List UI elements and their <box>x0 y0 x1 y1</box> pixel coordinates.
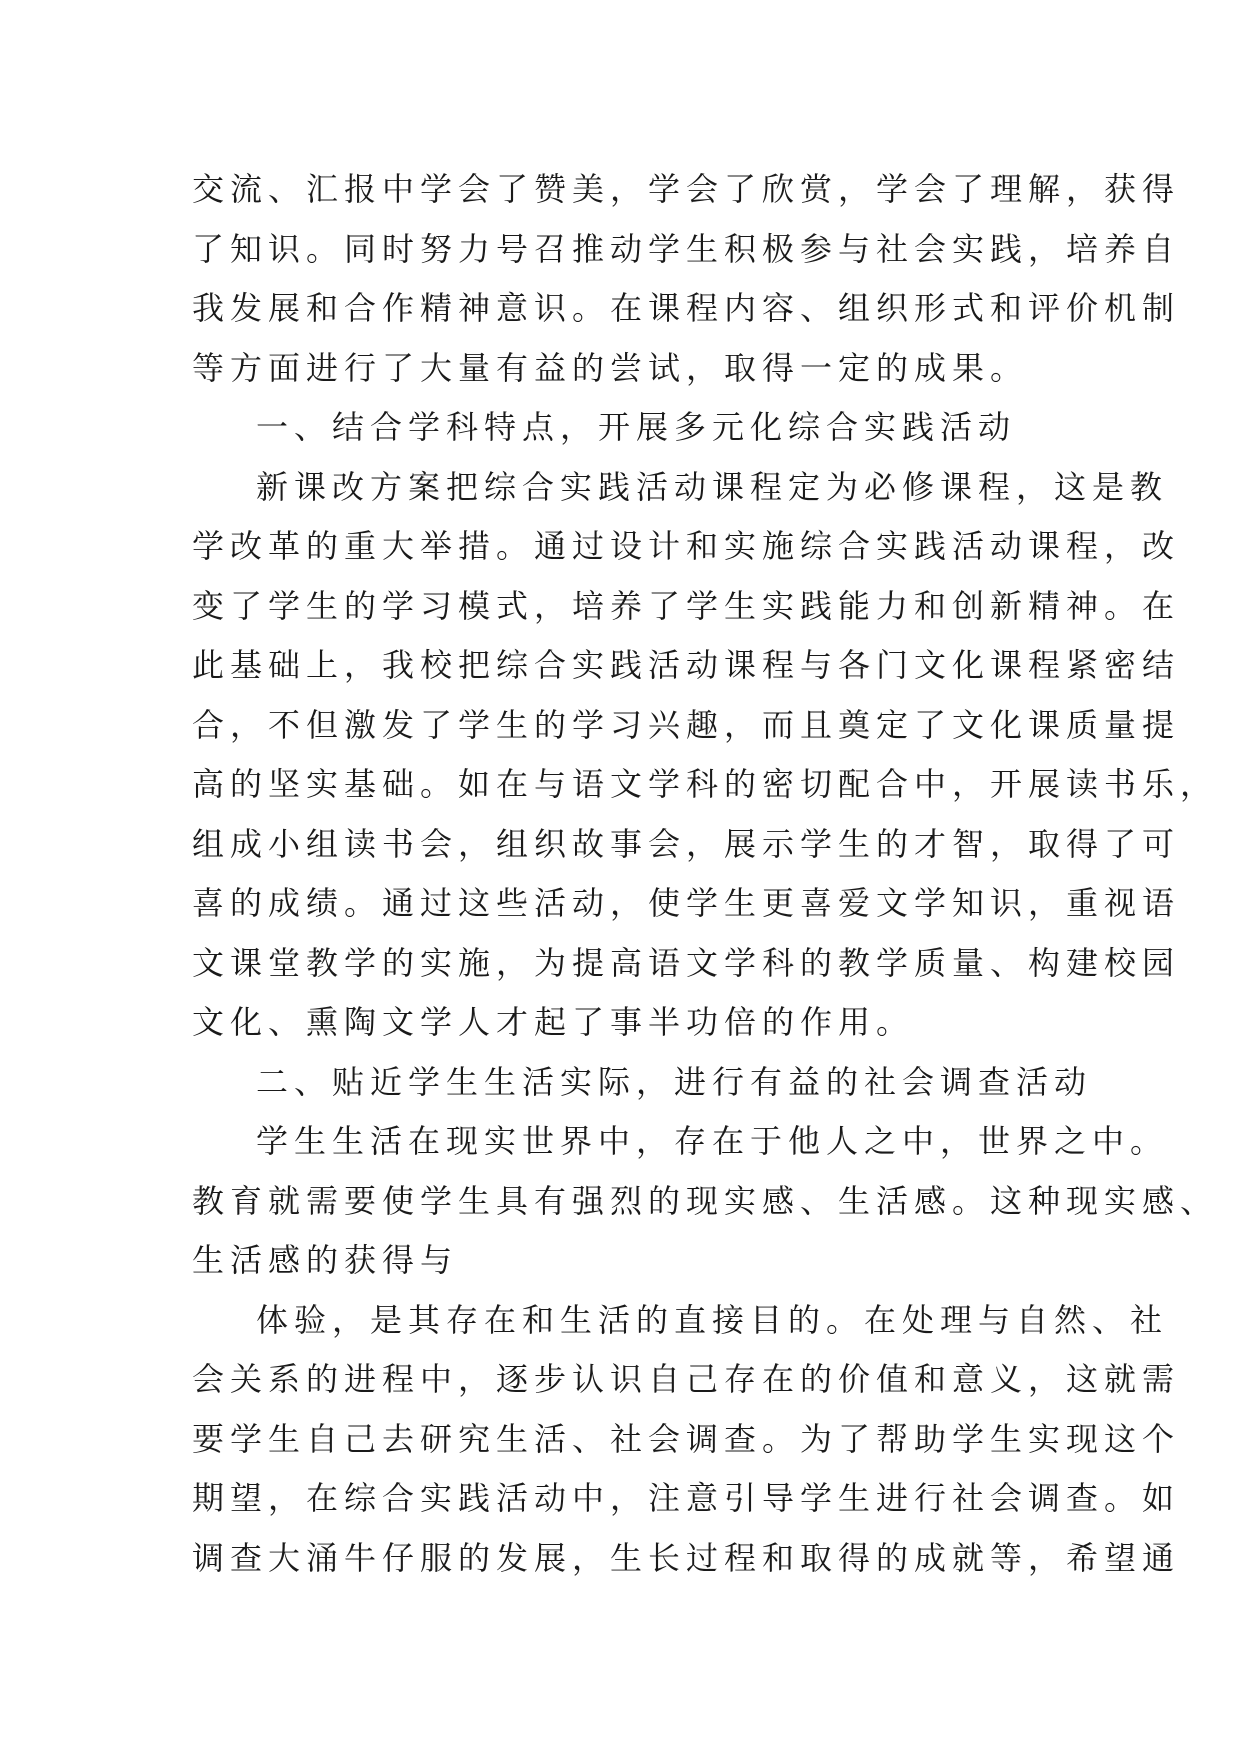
text-line: 高的坚实基础。如在与语文学科的密切配合中，开展读书乐， <box>192 765 1219 803</box>
text-line: 交流、汇报中学会了赞美，学会了欣赏，学会了理解，获得 <box>192 170 1181 208</box>
text-line: 组成小组读书会，组织故事会，展示学生的才智，取得了可 <box>192 824 1181 863</box>
text-line: 教育就需要使学生具有强烈的现实感、生活感。这种现实感、 <box>192 1181 1219 1220</box>
text-line: 文化、熏陶文学人才起了事半功倍的作用。 <box>192 1003 915 1041</box>
text-line: 学生生活在现实世界中，存在于他人之中，世界之中。 <box>256 1122 1169 1160</box>
text-line: 一、结合学科特点，开展多元化综合实践活动 <box>256 408 1017 446</box>
text-line: 变了学生的学习模式，培养了学生实践能力和创新精神。在 <box>192 586 1181 625</box>
text-line: 期望，在综合实践活动中，注意引导学生进行社会调查。如 <box>192 1479 1181 1517</box>
text-line: 学改革的重大举措。通过设计和实施综合实践活动课程，改 <box>192 527 1181 565</box>
text-line: 要学生自己去研究生活、社会调查。为了帮助学生实现这个 <box>192 1419 1181 1458</box>
text-line: 此基础上，我校把综合实践活动课程与各门文化课程紧密结 <box>192 646 1181 684</box>
text-line: 等方面进行了大量有益的尝试，取得一定的成果。 <box>192 348 1029 387</box>
document-body <box>192 160 1219 1588</box>
text-line: 文课堂教学的实施，为提高语文学科的教学质量、构建校园 <box>192 943 1181 982</box>
text-line: 会关系的进程中，逐步认识自己存在的价值和意义，这就需 <box>192 1360 1181 1398</box>
text-line: 调查大涌牛仔服的发展，生长过程和取得的成就等，希望通 <box>192 1538 1181 1577</box>
text-line: 喜的成绩。通过这些活动，使学生更喜爱文学知识，重视语 <box>192 884 1181 922</box>
text-line: 我发展和合作精神意识。在课程内容、组织形式和评价机制 <box>192 289 1181 327</box>
text-line: 二、贴近学生生活实际，进行有益的社会调查活动 <box>256 1062 1093 1101</box>
text-line: 新课改方案把综合实践活动课程定为必修课程，这是教 <box>256 467 1169 506</box>
text-line: 了知识。同时努力号召推动学生积极参与社会实践，培养自 <box>192 229 1181 268</box>
text-line: 生活感的获得与 <box>192 1241 459 1279</box>
text-line: 合，不但激发了学生的学习兴趣，而且奠定了文化课质量提 <box>192 705 1181 744</box>
text-line: 体验，是其存在和生活的直接目的。在处理与自然、社 <box>256 1300 1169 1339</box>
